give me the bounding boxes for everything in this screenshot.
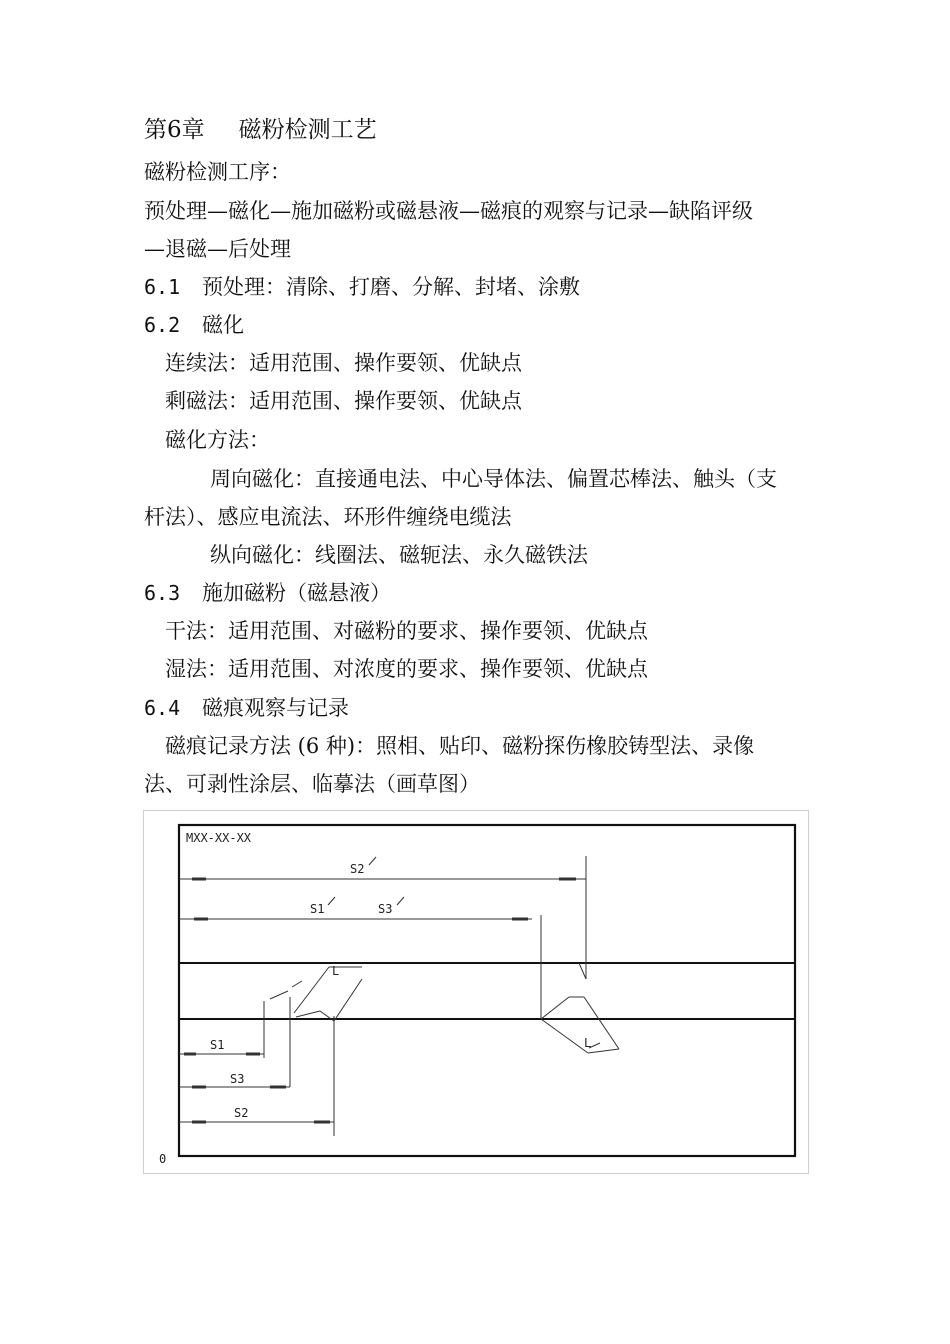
continuous-method: 连续法：适用范围、操作要领、优缺点	[165, 351, 522, 375]
process-heading: 磁粉检测工序：	[144, 160, 291, 184]
chapter-number: 第6章	[144, 117, 205, 143]
defect-indication-right	[541, 997, 569, 1019]
right-l-label: L	[584, 1036, 592, 1050]
part-outline	[179, 825, 795, 1156]
section-title: 施加磁粉（磁悬液）	[202, 581, 391, 605]
section-number: 6.1	[144, 275, 181, 299]
section-number: 6.2	[144, 313, 181, 337]
process-steps-line1: 预处理—磁化—施加磁粉或磁悬液—磁痕的观察与记录—缺陷评级	[144, 199, 753, 223]
section-title: 磁化	[202, 313, 244, 337]
top-s1-label: S1	[310, 902, 325, 916]
section-6-3	[144, 579, 391, 607]
origin-label: 0	[159, 1152, 167, 1166]
wet-method: 湿法：适用范围、对浓度的要求、操作要领、优缺点	[165, 657, 648, 681]
bottom-s1-label: S1	[210, 1038, 225, 1052]
circular-magnetization-line1: 周向磁化：直接通电法、中心导体法、偏置芯棒法、触头（支	[210, 467, 777, 491]
residual-method: 剩磁法：适用范围、操作要领、优缺点	[165, 389, 522, 413]
bottom-s3-label: S3	[230, 1072, 245, 1086]
defect-indication-left	[294, 967, 329, 1013]
circular-magnetization-line2: 杆法）、感应电流法、环形件缠绕电缆法	[144, 505, 512, 529]
section-6-2	[144, 311, 244, 339]
section-6-4	[144, 694, 349, 722]
chapter-heading	[144, 116, 377, 144]
longitudinal-magnetization: 纵向磁化：线圈法、磁轭法、永久磁铁法	[210, 543, 588, 567]
magnetization-methods-heading: 磁化方法：	[165, 428, 270, 452]
section-text: 预处理：清除、打磨、分解、封堵、涂敷	[202, 275, 580, 299]
sketch-drawing	[144, 811, 808, 1173]
section-number: 6.3	[144, 581, 181, 605]
top-s2-label: S2	[350, 862, 365, 876]
process-steps-line2: —退磁—后处理	[144, 237, 291, 261]
section-number: 6.4	[144, 696, 181, 720]
record-methods-line2: 法、可剥性涂层、临摹法（画草图）	[144, 772, 480, 796]
dry-method: 干法：适用范围、对磁粉的要求、操作要领、优缺点	[165, 619, 648, 643]
record-methods-line1: 磁痕记录方法 (6 种)：照相、贴印、磁粉探伤橡胶铸型法、录像	[165, 734, 755, 758]
top-s3-label: S3	[378, 902, 393, 916]
left-l-label: L	[332, 964, 340, 978]
section-title: 磁痕观察与记录	[202, 696, 349, 720]
section-6-1	[144, 273, 580, 301]
chapter-title: 磁粉检测工艺	[238, 117, 377, 143]
magnetic-trace-sketch	[143, 810, 809, 1174]
part-id-label: MXX-XX-XX	[186, 831, 252, 845]
bottom-s2-label: S2	[234, 1106, 249, 1120]
